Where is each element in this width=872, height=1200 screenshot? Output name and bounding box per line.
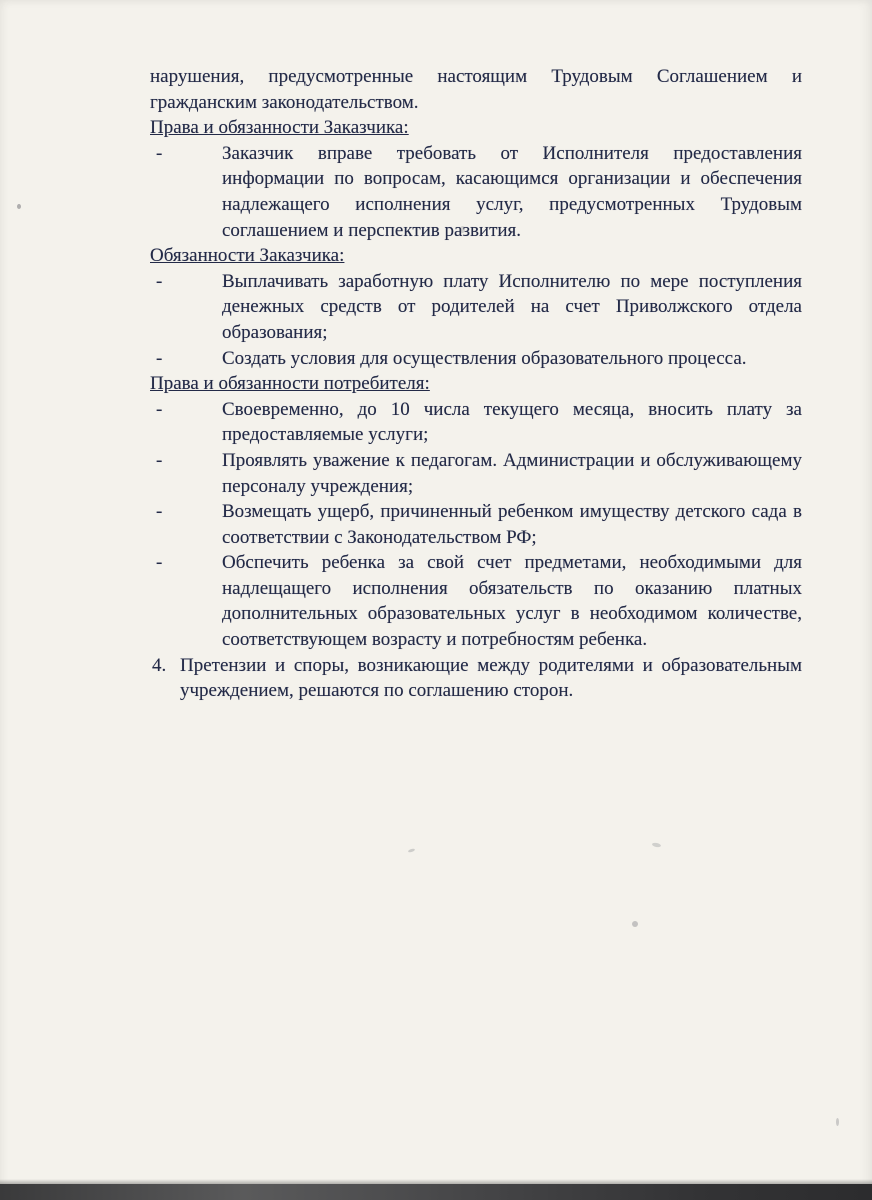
list-item	[150, 269, 802, 346]
scan-speck	[17, 204, 21, 209]
document-body	[150, 64, 802, 704]
list-item	[150, 346, 802, 372]
bullet-dash: -	[156, 398, 163, 420]
scan-speck	[652, 842, 662, 848]
list-item-text: Создать условия для осуществления образовательного процесса.	[222, 347, 747, 369]
bullet-dash: -	[156, 449, 163, 471]
section-customer-obligations	[150, 243, 802, 371]
paragraph-continuation: нарушения, предусмотренные настоящим Трудовым Соглашением и гражданским законодательством.	[150, 66, 802, 113]
item-text: Претензии и споры, возникающие между родителями и образовательным учреждением, решаются по соглашению сторон.	[180, 654, 802, 702]
list-item-text: Заказчик вправе требовать от Исполнителя предоставления информации по вопросам, касающимся организации и обеспечения надлежащего исполнения услуг, предусмотренных Трудовым соглашением и перспектив развития.	[222, 142, 802, 241]
list-item-text: Своевременно, до 10 числа текущего месяца, вносить плату за предоставляемые услуги;	[222, 398, 802, 446]
item-number: 4.	[152, 654, 167, 676]
list-item-text: Выплачивать заработную плату Исполнителю по мере поступления денежных средств от родителей на счет Приволжского отдела образования;	[222, 270, 802, 343]
scan-edge-artifact	[0, 1184, 872, 1200]
list-item	[150, 448, 802, 499]
bullet-dash: -	[156, 142, 163, 164]
numbered-item-4	[150, 653, 802, 704]
list-item	[150, 141, 802, 243]
section-consumer-rights	[150, 371, 802, 653]
bullet-dash: -	[156, 552, 163, 574]
section-heading: Обязанности Заказчика:	[150, 245, 345, 267]
list-item-text: Возмещать ущерб, причиненный ребенком имуществу детского сада в соответствии с Законодательством РФ;	[222, 501, 802, 548]
scan-speck	[460, 226, 465, 233]
list-item-text: Проявлять уважение к педагогам. Администрации и обслуживающему персоналу учреждения;	[222, 449, 802, 497]
bullet-dash: -	[156, 270, 163, 292]
list-item	[150, 550, 802, 652]
scan-speck	[408, 848, 416, 853]
bullet-dash: -	[156, 501, 163, 523]
scan-speck	[836, 1118, 839, 1126]
list-item	[150, 499, 802, 550]
section-customer-rights	[150, 115, 802, 243]
bullet-dash: -	[156, 347, 163, 369]
section-heading: Права и обязанности потребителя:	[150, 373, 430, 395]
list-item	[150, 397, 802, 448]
scan-speck	[632, 921, 638, 927]
section-heading: Права и обязанности Заказчика:	[150, 117, 409, 139]
list-item-text: Обспечить ребенка за свой счет предметами, необходимыми для надлещащего исполнения обязательств по оказанию платных дополнительных образовательных услуг в необходимом количестве, соответствующем возрасту и потребностям ребенка.	[222, 552, 802, 651]
